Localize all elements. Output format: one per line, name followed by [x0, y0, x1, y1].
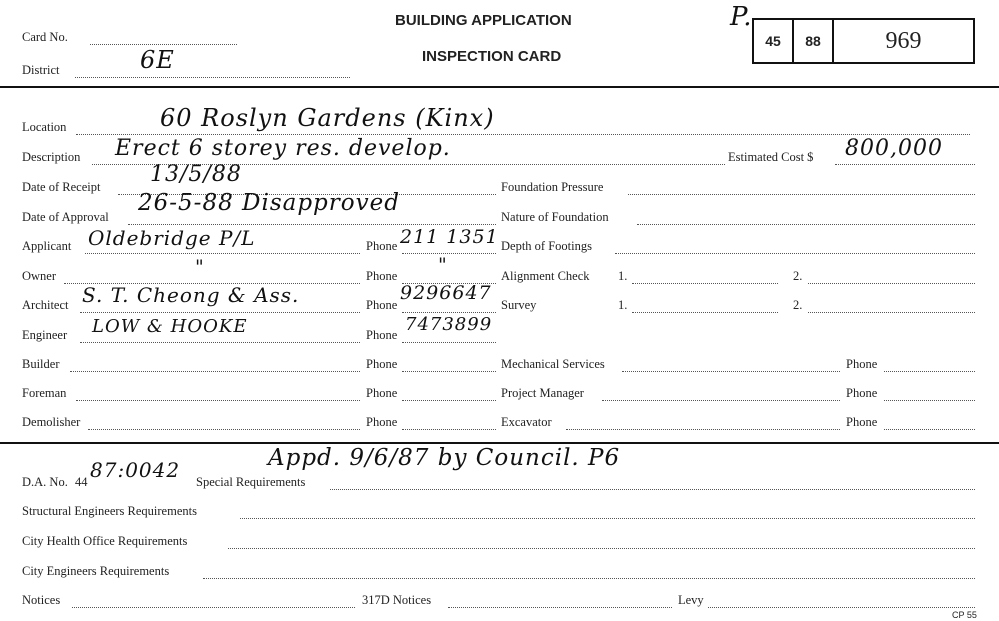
notices-317d-label: 317D Notices: [362, 593, 432, 607]
applicant-field[interactable]: [85, 253, 360, 254]
engineer-phone-field[interactable]: [402, 342, 496, 343]
structural-label: Structural Engineers Requirements: [22, 504, 197, 518]
location-value: 60 Roslyn Gardens (Kinx): [160, 104, 495, 132]
notices-317d-field[interactable]: [448, 607, 672, 608]
foreman-field[interactable]: [76, 400, 360, 401]
excavator-label: Excavator: [501, 415, 552, 429]
builder-phone-field[interactable]: [402, 371, 496, 372]
architect-phone-value: 9296647: [400, 282, 492, 304]
applicant-phone-label: Phone: [366, 239, 398, 253]
applicant-phone-field[interactable]: [402, 253, 496, 254]
survey-label: Survey: [501, 298, 537, 312]
demolisher-phone-field[interactable]: [402, 429, 496, 430]
notices-field[interactable]: [72, 607, 355, 608]
applicant-phone-value: 211 1351: [400, 226, 499, 248]
levy-label: Levy: [678, 593, 704, 607]
architect-phone-field[interactable]: [402, 312, 496, 313]
project-manager-label: Project Manager: [501, 386, 584, 400]
applicant-label: Applicant: [22, 239, 72, 253]
district-field[interactable]: [75, 77, 350, 78]
district-label: District: [22, 63, 60, 77]
card-no-field[interactable]: [90, 44, 237, 45]
mechanical-services-label: Mechanical Services: [501, 357, 605, 371]
architect-phone-label: Phone: [366, 298, 398, 312]
project-manager-phone-label: Phone: [846, 386, 878, 400]
survey-1-label: 1.: [618, 298, 628, 312]
estimated-cost-field[interactable]: [835, 164, 975, 165]
mechanical-services-phone-field[interactable]: [884, 371, 975, 372]
builder-label: Builder: [22, 357, 60, 371]
description-label: Description: [22, 150, 81, 164]
title-building-application: BUILDING APPLICATION: [395, 12, 572, 29]
nature-of-foundation-label: Nature of Foundation: [501, 210, 609, 224]
alignment-check-1-field[interactable]: [632, 283, 778, 284]
survey-1-field[interactable]: [632, 312, 778, 313]
health-label: City Health Office Requirements: [22, 534, 188, 548]
foreman-phone-label: Phone: [366, 386, 398, 400]
excavator-phone-label: Phone: [846, 415, 878, 429]
date-of-receipt-label: Date of Receipt: [22, 180, 101, 194]
owner-phone-label: Phone: [366, 269, 398, 283]
ref-box-2: 88: [792, 18, 834, 64]
alignment-check-1-label: 1.: [618, 269, 628, 283]
engineer-phone-label: Phone: [366, 328, 398, 342]
middle-divider: [0, 442, 999, 444]
nature-of-foundation-field[interactable]: [637, 224, 975, 225]
demolisher-field[interactable]: [88, 429, 360, 430]
demolisher-label: Demolisher: [22, 415, 81, 429]
owner-phone-value: ": [438, 254, 448, 276]
engineer-phone-value: 7473899: [405, 314, 493, 335]
mechanical-services-field[interactable]: [622, 371, 840, 372]
foreman-label: Foreman: [22, 386, 67, 400]
ref-box-1: 45: [752, 18, 794, 64]
survey-2-label: 2.: [793, 298, 803, 312]
foundation-pressure-field[interactable]: [628, 194, 975, 195]
estimated-cost-label: Estimated Cost $: [728, 150, 814, 164]
alignment-check-2-field[interactable]: [808, 283, 975, 284]
description-value: Erect 6 storey res. develop.: [115, 136, 451, 161]
excavator-phone-field[interactable]: [884, 429, 975, 430]
owner-value: ": [195, 256, 205, 278]
architect-value: S. T. Cheong & Ass.: [82, 283, 300, 307]
engineer-label: Engineer: [22, 328, 68, 342]
ref-box-number: 969: [832, 18, 975, 64]
foreman-phone-field[interactable]: [402, 400, 496, 401]
engineer-value: LOW & HOOKE: [92, 316, 248, 337]
builder-field[interactable]: [70, 371, 360, 372]
special-requirements-field[interactable]: [330, 489, 975, 490]
excavator-field[interactable]: [566, 429, 840, 430]
special-requirements-label: Special Requirements: [196, 475, 306, 489]
estimated-cost-value: 800,000: [845, 136, 943, 161]
header-divider: [0, 86, 999, 88]
da-prefix: 44: [75, 475, 88, 489]
location-field[interactable]: [76, 134, 970, 135]
owner-label: Owner: [22, 269, 57, 283]
project-manager-field[interactable]: [602, 400, 840, 401]
alignment-check-2-label: 2.: [793, 269, 803, 283]
applicant-value: Oldebridge P/L: [88, 226, 256, 250]
city-engineers-field[interactable]: [203, 578, 975, 579]
architect-field[interactable]: [80, 312, 360, 313]
date-of-approval-label: Date of Approval: [22, 210, 109, 224]
date-of-receipt-value: 13/5/88: [150, 162, 242, 187]
form-code: CP 55: [952, 610, 977, 620]
architect-label: Architect: [22, 298, 69, 312]
notices-label: Notices: [22, 593, 61, 607]
card-no-label: Card No.: [22, 30, 68, 44]
engineer-field[interactable]: [80, 342, 360, 343]
structural-field[interactable]: [240, 518, 975, 519]
depth-of-footings-label: Depth of Footings: [501, 239, 592, 253]
alignment-check-label: Alignment Check: [501, 269, 590, 283]
demolisher-phone-label: Phone: [366, 415, 398, 429]
da-value: 87:0042: [90, 458, 181, 482]
builder-phone-label: Phone: [366, 357, 398, 371]
depth-of-footings-field[interactable]: [615, 253, 975, 254]
survey-2-field[interactable]: [808, 312, 975, 313]
special-requirements-value: Appd. 9/6/87 by Council. P6: [268, 445, 621, 471]
levy-field[interactable]: [708, 607, 975, 608]
mechanical-services-phone-label: Phone: [846, 357, 878, 371]
date-of-approval-field[interactable]: [128, 224, 496, 225]
date-of-approval-value: 26-5-88 Disapproved: [138, 190, 400, 216]
location-label: Location: [22, 120, 67, 134]
title-inspection-card: INSPECTION CARD: [422, 48, 562, 65]
project-manager-phone-field[interactable]: [884, 400, 975, 401]
city-engineers-label: City Engineers Requirements: [22, 564, 170, 578]
p-mark: P.: [730, 2, 753, 32]
district-value: 6E: [140, 46, 175, 74]
health-field[interactable]: [228, 548, 975, 549]
foundation-pressure-label: Foundation Pressure: [501, 180, 604, 194]
da-no-label: D.A. No.: [22, 475, 68, 489]
